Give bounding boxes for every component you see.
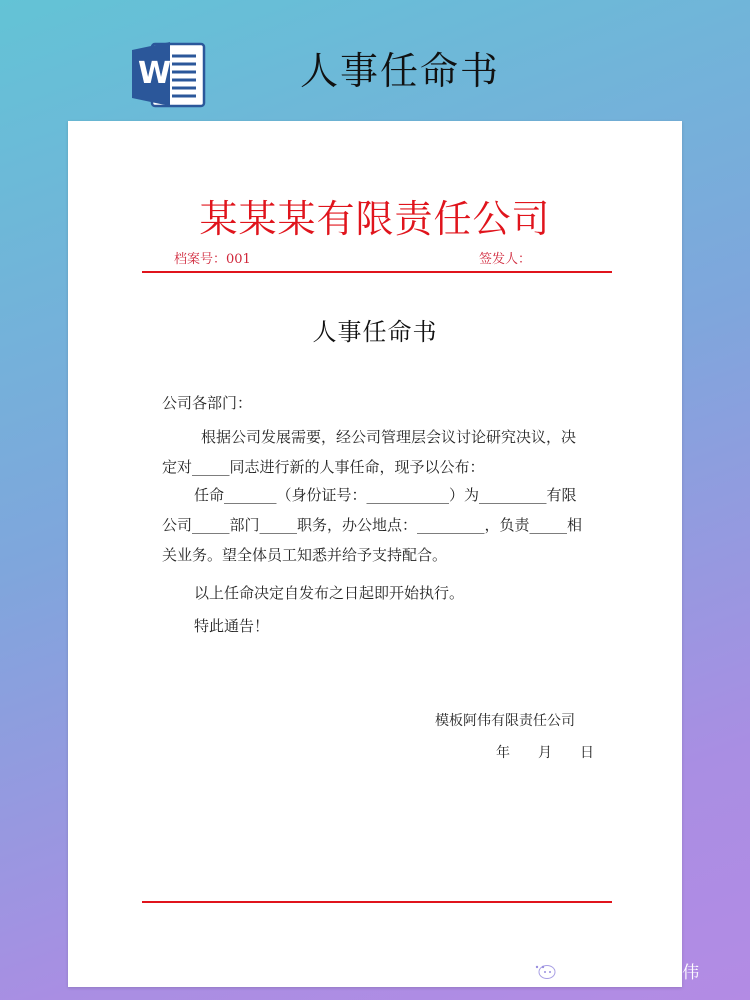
issuer-label: 签发人： <box>479 252 532 267</box>
closing-line: 特此通告！ <box>194 617 270 635</box>
page-title: 人事任命书 <box>300 49 501 93</box>
wechat-icon <box>530 959 556 981</box>
document-title: 人事任命书 <box>312 318 438 346</box>
salutation: 公司各部门： <box>162 394 253 412</box>
body-line: 任命_______（身份证号：___________）为_________有限 <box>194 486 577 504</box>
signature-date: 年 月 日 <box>496 745 594 761</box>
body-line: 公司_____部门_____职务，办公地点：_________，负责_____相 <box>162 516 583 534</box>
body-line: 根据公司发展需要，经公司管理层会议讨论研究决议，决 <box>201 428 577 446</box>
file-number: 档案号：001 <box>174 252 251 267</box>
signature-company: 模板阿伟有限责任公司 <box>435 713 575 729</box>
header-divider <box>142 271 612 273</box>
document-page <box>68 121 682 987</box>
word-icon <box>130 38 208 110</box>
watermark <box>530 957 699 983</box>
company-name: 某某某有限责任公司 <box>199 197 551 241</box>
footer-divider <box>142 901 612 903</box>
word-icon-letter: W <box>138 56 172 91</box>
body-line: 关业务。望全体员工知悉并给予支持配合。 <box>162 546 448 564</box>
watermark-text: 公众号 · 模板阿伟 <box>564 962 700 983</box>
body-line: 定对_____同志进行新的人事任命，现予以公布： <box>162 458 485 476</box>
body-line: 以上任命决定自发布之日起即开始执行。 <box>194 584 465 602</box>
